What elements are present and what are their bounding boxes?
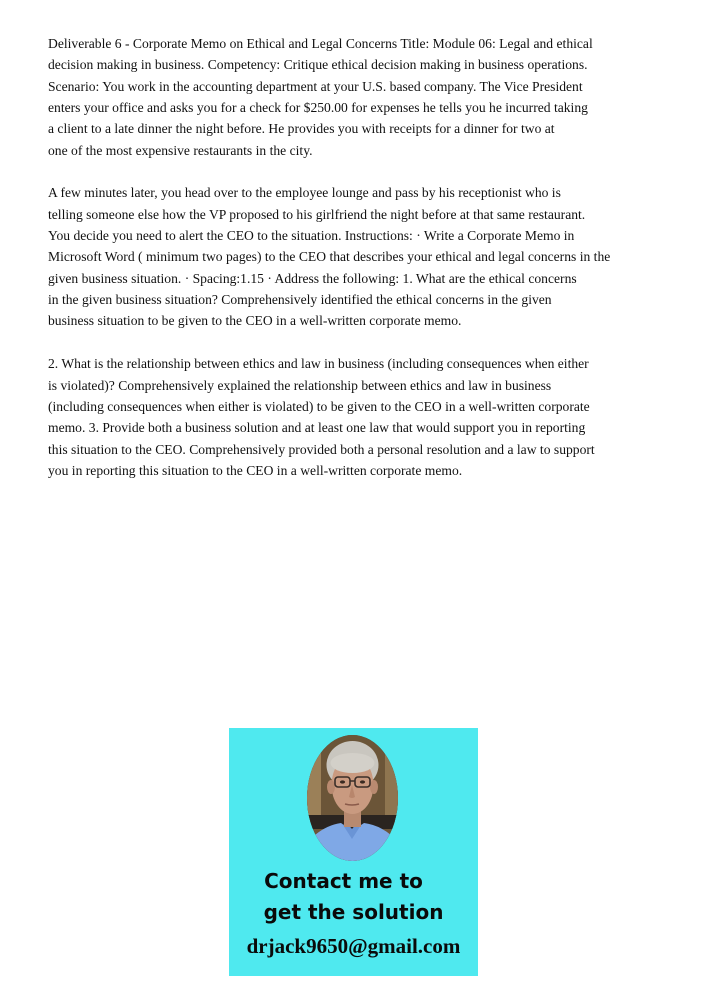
portrait-photo: [307, 735, 398, 861]
text-line: Scenario: You work in the accounting department at your U.S. based company. The Vice President: [48, 78, 583, 94]
paragraph-instructions: [48, 182, 668, 331]
text-line: Microsoft Word ( minimum two pages) to the CEO that describes your ethical and legal concerns in the: [48, 249, 611, 265]
text-line: 2. What is the relationship between ethics and law in business (including consequences when either: [48, 356, 589, 372]
text-line: in the given business situation? Comprehensively identified the ethical concerns in the given: [48, 292, 552, 308]
text-line: enters your office and asks you for a check for $250.00 for expenses he tells you he incurred taking: [48, 100, 588, 116]
contact-heading-line1: Contact me to: [264, 869, 423, 893]
text-line: you in reporting this situation to the CEO in a well-written corporate memo.: [48, 462, 463, 478]
text-line: one of the most expensive restaurants in the city.: [48, 142, 313, 158]
text-line: business situation to be given to the CEO in a well-written corporate memo.: [48, 313, 462, 329]
text-line: Deliverable 6 - Corporate Memo on Ethical and Legal Concerns Title: Module 06: Legal and ethical: [48, 36, 593, 51]
text-line: You decide you need to alert the CEO to the situation. Instructions: · Write a Corporate Memo in: [48, 228, 575, 244]
text-line: a client to a late dinner the night before. He provides you with receipts for a dinner for two at: [48, 121, 555, 137]
contact-email[interactable]: drjack9650@gmail.com: [246, 934, 461, 958]
text-line: telling someone else how the VP proposed to his girlfriend the night before at that same restaurant.: [48, 206, 586, 222]
text-line: (including consequences when either is violated) to be given to the CEO in a well-written corporate: [48, 398, 590, 414]
text-line: A few minutes later, you head over to the employee lounge and pass by his receptionist who is: [48, 185, 561, 201]
paragraph-questions: [48, 353, 668, 481]
document-body: [48, 33, 668, 503]
text-line: memo. 3. Provide both a business solution and at least one law that would support you in reporting: [48, 420, 586, 436]
contact-ad-banner: [229, 728, 478, 976]
paragraph-scenario: [48, 33, 668, 161]
contact-heading-line2: get the solution: [263, 900, 444, 924]
text-line: this situation to the CEO. Comprehensively provided both a personal resolution and a law to support: [48, 441, 595, 457]
text-line: given business situation. · Spacing:1.15 · Address the following: 1. What are the ethical concerns: [48, 270, 577, 286]
text-line: decision making in business. Competency: Critique ethical decision making in business operations.: [48, 57, 588, 73]
text-line: is violated)? Comprehensively explained the relationship between ethics and law in business: [48, 377, 552, 393]
